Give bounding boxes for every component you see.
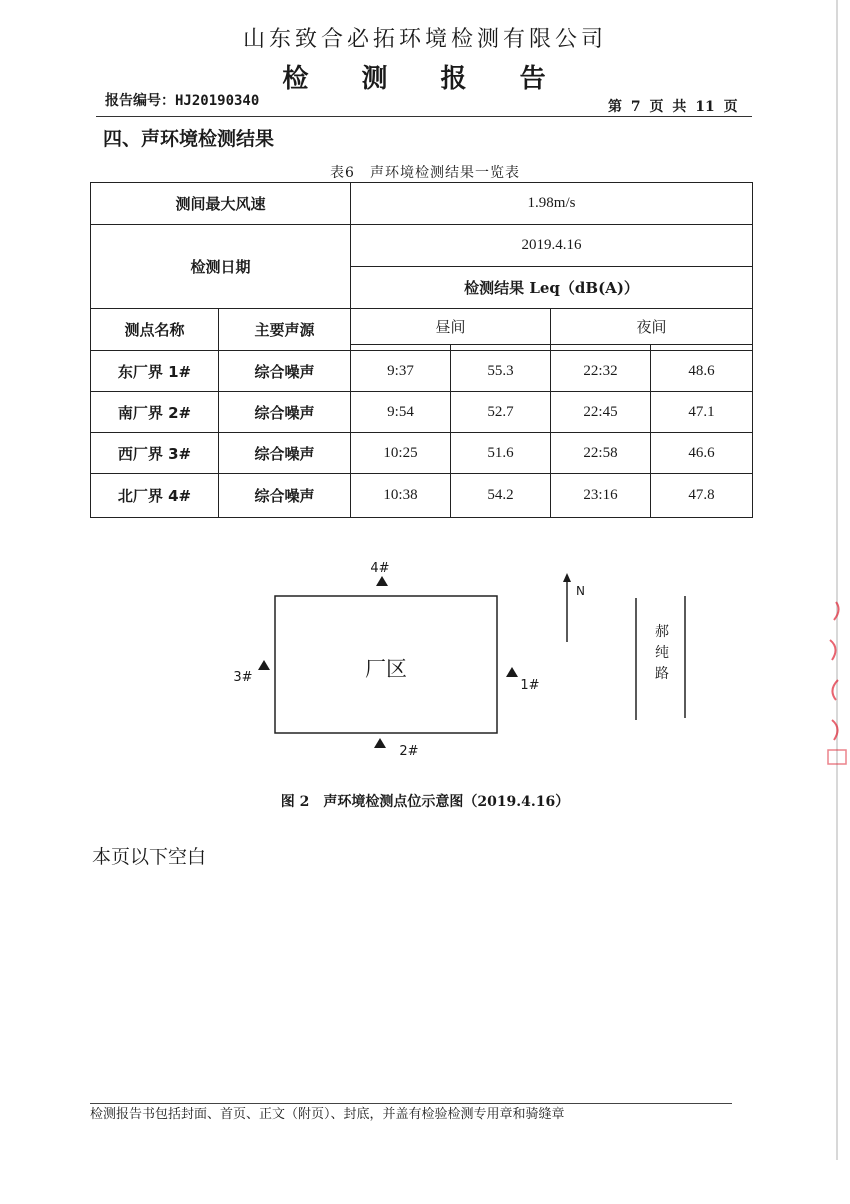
row-night-value: 47.8 xyxy=(651,474,753,518)
row-night-value: 46.6 xyxy=(651,433,753,474)
col-night-header: 夜间 xyxy=(551,309,753,345)
col-source-header: 主要声源 xyxy=(219,309,351,351)
seal-fragment xyxy=(822,600,850,770)
row-day-value: 55.3 xyxy=(451,351,551,392)
table-row xyxy=(91,351,753,392)
report-number-label: 报告编号： xyxy=(105,93,175,109)
max-wind-label: 测间最大风速 xyxy=(91,183,351,225)
company-name: 山东致合必拓环境检测有限公司 xyxy=(242,27,607,52)
report-number-value: HJ20190340 xyxy=(175,93,260,109)
row-point: 西厂界 3# xyxy=(91,433,219,474)
point-4-marker-icon xyxy=(376,576,388,586)
header-divider xyxy=(96,116,752,117)
point-1-marker-icon xyxy=(506,667,518,677)
row-day-value: 52.7 xyxy=(451,392,551,433)
point-2-marker-icon xyxy=(374,738,386,748)
road-label-char: 纯 xyxy=(655,645,669,661)
row-day-time: 10:25 xyxy=(351,433,451,474)
point-4-label: 4# xyxy=(370,561,390,576)
row-source: 综合噪声 xyxy=(219,433,351,474)
row-day-value: 54.2 xyxy=(451,474,551,518)
table-row xyxy=(91,392,753,433)
report-number xyxy=(105,90,259,110)
row-day-time: 9:54 xyxy=(351,392,451,433)
row-day-time: 10:38 xyxy=(351,474,451,518)
row-source: 综合噪声 xyxy=(219,474,351,518)
row-day-value: 51.6 xyxy=(451,433,551,474)
page-info: 第 7 页 共 11 页 xyxy=(608,99,738,115)
max-wind-value: 1.98m/s xyxy=(351,183,753,225)
table-row xyxy=(91,474,753,518)
factory-label: 厂区 xyxy=(365,657,407,681)
figure-caption: 图 2 声环境检测点位示意图（2019.4.16） xyxy=(280,794,570,810)
row-day-time: 9:37 xyxy=(351,351,451,392)
table-row xyxy=(91,433,753,474)
point-3-marker-icon xyxy=(258,660,270,670)
point-3-label: 3# xyxy=(233,670,253,685)
point-1-label: 1# xyxy=(520,678,540,693)
road-label-char: 路 xyxy=(655,666,669,682)
row-night-time: 22:32 xyxy=(551,351,651,392)
row-source: 综合噪声 xyxy=(219,351,351,392)
row-point: 南厂界 2# xyxy=(91,392,219,433)
blank-note: 本页以下空白 xyxy=(92,846,207,868)
section-title: 四、声环境检测结果 xyxy=(103,128,275,150)
north-arrow-icon xyxy=(563,573,571,582)
date-value: 2019.4.16 xyxy=(351,225,753,267)
report-title: 检 测 报 告 xyxy=(282,64,568,94)
monitoring-point-diagram xyxy=(230,560,710,760)
table-caption: 表6 声环境检测结果一览表 xyxy=(330,165,520,181)
road-label-char: 郝 xyxy=(655,624,669,640)
footer-note: 检测报告书包括封面、首页、正文（附页）、封底，并盖有检验检测专用章和骑缝章 xyxy=(90,1107,565,1122)
row-point: 东厂界 1# xyxy=(91,351,219,392)
date-label: 检测日期 xyxy=(91,225,351,309)
row-night-time: 22:45 xyxy=(551,392,651,433)
row-night-value: 48.6 xyxy=(651,351,753,392)
row-night-time: 22:58 xyxy=(551,433,651,474)
col-day-header: 昼间 xyxy=(351,309,551,345)
row-point: 北厂界 4# xyxy=(91,474,219,518)
col-point-header: 测点名称 xyxy=(91,309,219,351)
noise-results-table xyxy=(90,182,753,518)
point-2-label: 2# xyxy=(399,744,419,759)
row-source: 综合噪声 xyxy=(219,392,351,433)
north-label: N xyxy=(576,584,585,598)
result-label: 检测结果 Leq（dB(A)） xyxy=(351,267,753,309)
row-night-time: 23:16 xyxy=(551,474,651,518)
row-night-value: 47.1 xyxy=(651,392,753,433)
